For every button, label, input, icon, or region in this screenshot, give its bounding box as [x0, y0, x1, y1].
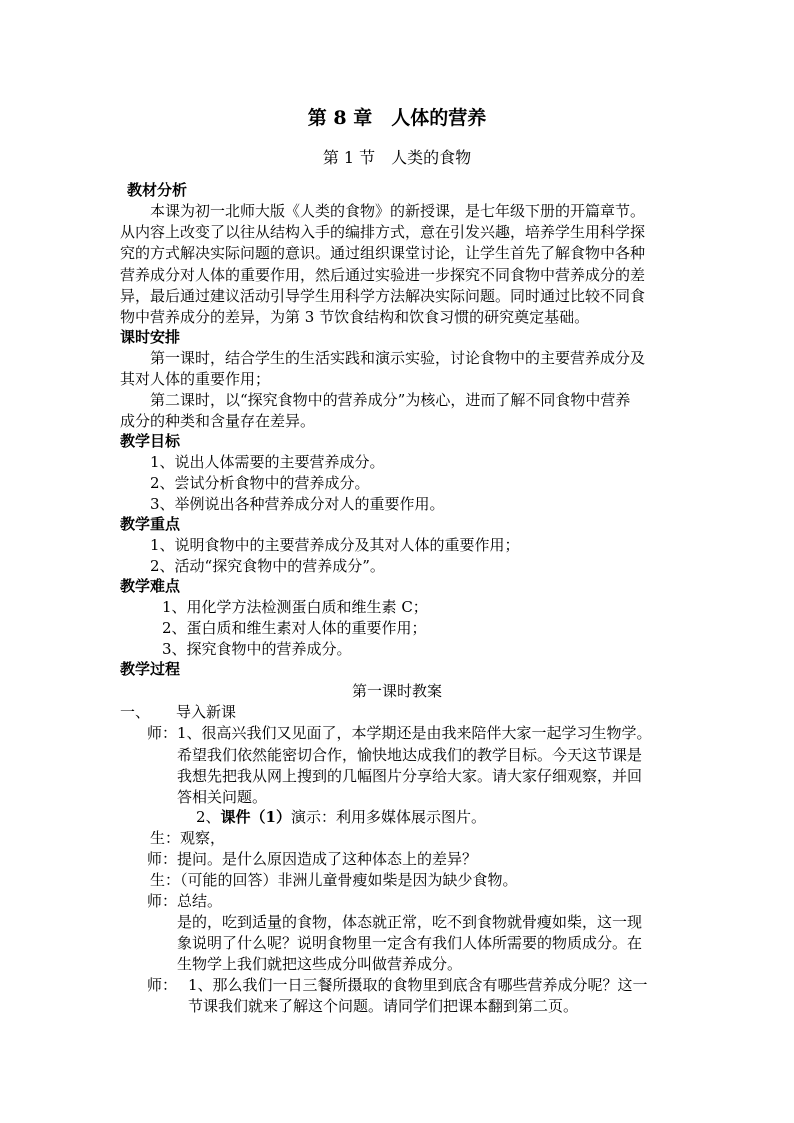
- speaker-teacher: 师：: [147, 976, 178, 994]
- part-title: 导入新课: [176, 703, 237, 721]
- part-number: 一、: [120, 703, 151, 721]
- section-subtitle: 第 1 节 人类的食物: [322, 148, 472, 167]
- heading-process: 教学过程: [120, 660, 181, 678]
- speaker-teacher: 师：: [147, 724, 178, 742]
- teacher-line: 师：提问。是什么原因造成了这种体态上的差异？: [147, 850, 478, 868]
- analysis-line: 从内容上改变了以往从结构入手的编排方式，意在引发兴趣，培养学生用科学探: [120, 223, 646, 241]
- keypoint-item: 2、活动“探究食物中的营养成分”。: [150, 557, 385, 575]
- courseware-line: [196, 807, 486, 827]
- dialogue-line: 答相关问题。: [177, 788, 268, 806]
- dialogue-line: 生物学上我们就把这些成分叫做营养成分。: [177, 955, 463, 973]
- schedule-line: 其对人体的重要作用；: [120, 370, 271, 388]
- dialogue-line: 1、很高兴我们又见面了，本学期还是由我来陪伴大家一起学习生物学。: [177, 724, 652, 742]
- goal-item: 3、举例说出各种营养成分对人的重要作用。: [150, 495, 445, 513]
- chapter-title: 第 8 章 人体的营养: [307, 107, 487, 129]
- goal-item: 1、说出人体需要的主要营养成分。: [150, 453, 385, 471]
- analysis-line: 本课为初一北师大版《人类的食物》的新授课，是七年级下册的开篇章节。: [150, 202, 646, 220]
- dialogue-line: 1、那么我们一日三餐所摄取的食物里到底含有哪些营养成分呢？这一: [188, 976, 648, 994]
- difficulty-item: 3、探究食物中的营养成分。: [162, 640, 352, 658]
- goal-item: 2、尝试分析食物中的营养成分。: [150, 474, 370, 492]
- heading-keypoints: 教学重点: [120, 515, 181, 533]
- dialogue-line: 节课我们就来了解这个问题。请同学们把课本翻到第二页。: [188, 997, 579, 1015]
- analysis-line: 营养成分对人体的重要作用，然后通过实验进一步探究不同食物中营养成分的差: [120, 266, 646, 284]
- analysis-line: 异，最后通过建议活动引导学生用科学方法解决实际问题。同时通过比较不同食: [120, 287, 646, 305]
- heading-difficulties: 教学难点: [120, 577, 181, 595]
- courseware-desc: 演示：利用多媒体展示图片。: [290, 808, 486, 826]
- schedule-line: 第一课时，结合学生的生活实践和演示实验，讨论食物中的主要营养成分及: [150, 349, 646, 367]
- dialogue-line: 希望我们依然能密切合作，愉快地达成我们的教学目标。今天这节课是: [177, 746, 643, 764]
- courseware-num: 2、: [196, 808, 221, 826]
- analysis-line: 究的方式解决实际问题的意识。通过组织课堂讨论，让学生首先了解食物中各种: [120, 244, 646, 262]
- courseware-label: 课件（1）: [220, 808, 291, 826]
- student-line: 生：（可能的回答）非洲儿童骨瘦如柴是因为缺少食物。: [150, 871, 518, 889]
- schedule-line: 成分的种类和含量存在差异。: [120, 412, 316, 430]
- analysis-line: 物中营养成分的差异，为第 3 节饮食结构和饮食习惯的研究奠定基础。: [120, 308, 590, 326]
- heading-goals: 教学目标: [120, 432, 181, 450]
- dialogue-line: 我想先把我从网上搜到的几幅图片分享给大家。请大家仔细观察，并回: [177, 767, 643, 785]
- heading-schedule: 课时安排: [120, 328, 181, 346]
- heading-analysis: 教材分析: [127, 181, 188, 199]
- teacher-line: 师：总结。: [147, 892, 223, 910]
- dialogue-line: 是的，吃到适量的食物，体态就正常，吃不到食物就骨瘦如柴，这一现: [177, 913, 643, 931]
- difficulty-item: 2、蛋白质和维生素对人体的重要作用；: [162, 619, 427, 637]
- keypoint-item: 1、说明食物中的主要营养成分及其对人体的重要作用；: [150, 536, 520, 554]
- dialogue-line: 象说明了什么呢？说明食物里一定含有我们人体所需要的物质成分。在: [177, 934, 643, 952]
- schedule-line: 第二课时，以“探究食物中的营养成分”为核心，进而了解不同食物中营养: [150, 391, 631, 409]
- student-line: 生：观察，: [150, 829, 226, 847]
- lesson-title: 第一课时教案: [351, 682, 442, 700]
- difficulty-item: 1、用化学方法检测蛋白质和维生素 C；: [162, 598, 428, 616]
